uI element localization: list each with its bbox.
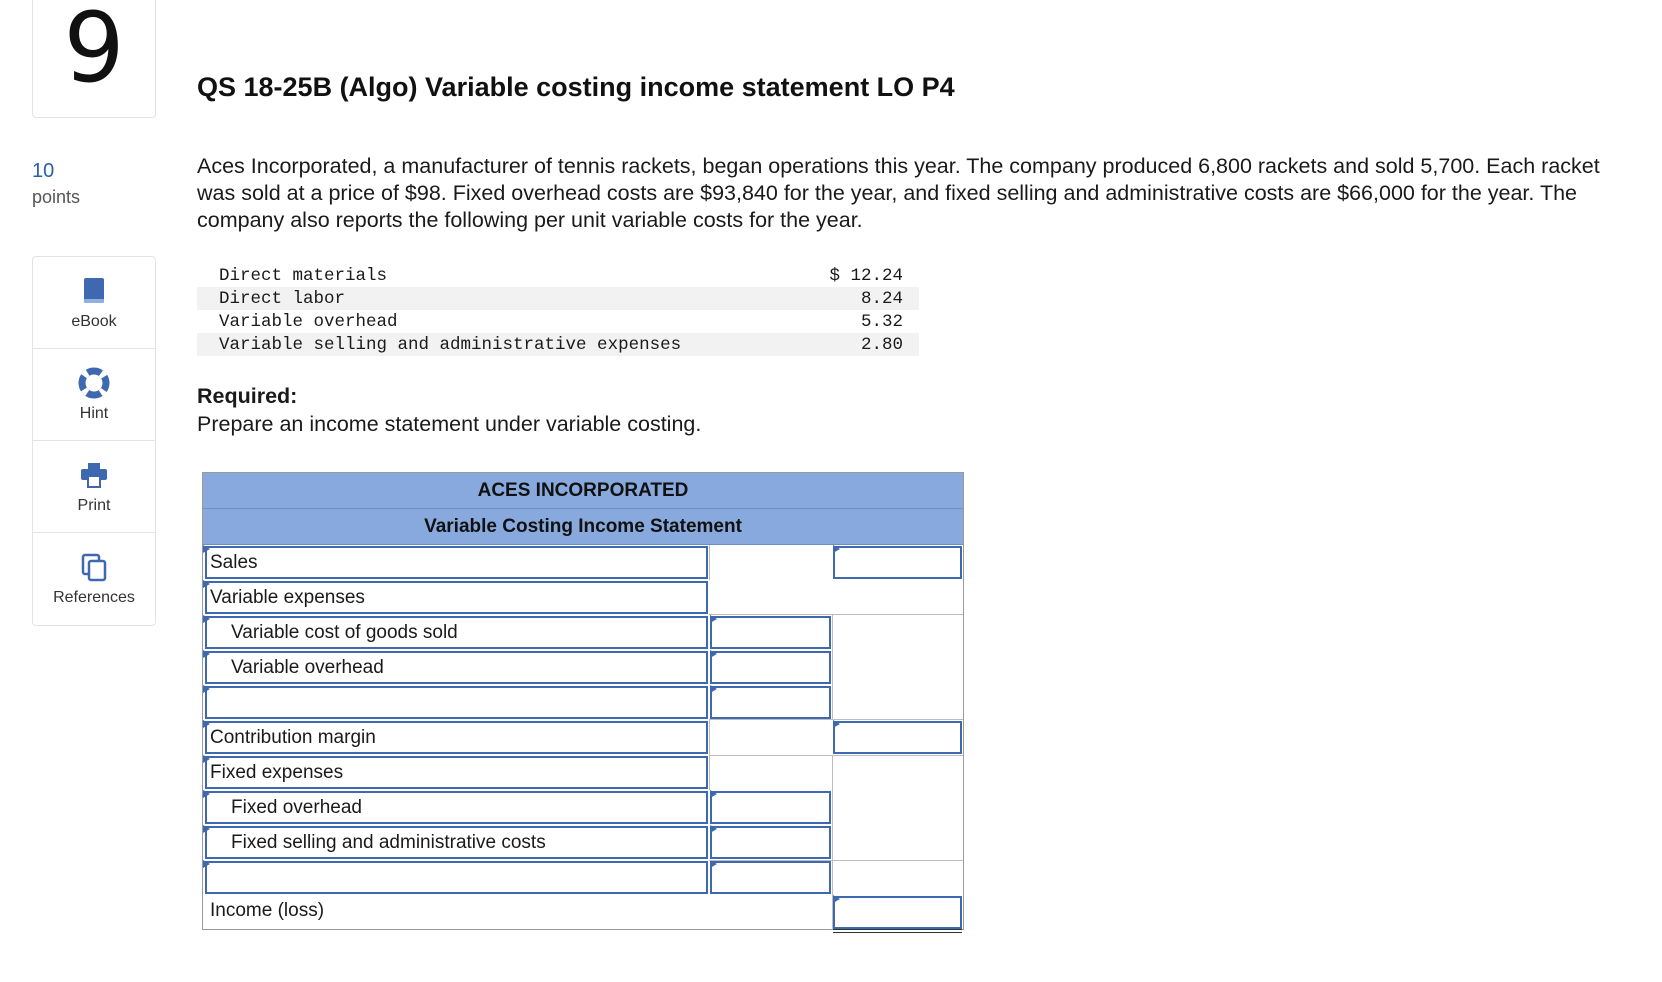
dropdown-marker-icon xyxy=(710,685,717,693)
dropdown-marker-icon xyxy=(203,825,210,833)
dropdown-marker-icon xyxy=(710,860,717,868)
cost-name: Direct materials xyxy=(219,265,388,286)
row-fixed-expenses xyxy=(203,755,963,790)
required-block xyxy=(197,382,701,438)
dropdown-marker-icon xyxy=(833,720,840,728)
income-statement xyxy=(202,472,964,930)
cost-name: Variable selling and administrative expenses xyxy=(197,333,789,356)
cost-row xyxy=(197,287,919,310)
cost-row xyxy=(197,310,919,333)
ebook-label: eBook xyxy=(71,312,117,330)
variable-cogs-input[interactable] xyxy=(710,616,831,649)
dropdown-marker-icon xyxy=(833,545,840,553)
dropdown-marker-icon xyxy=(203,790,210,798)
row-sales xyxy=(203,545,963,580)
question-number-box xyxy=(32,0,156,118)
references-label: References xyxy=(53,589,135,606)
statement-title: Variable Costing Income Statement xyxy=(203,509,963,545)
dropdown-marker-icon xyxy=(203,615,210,623)
dropdown-marker-icon xyxy=(710,650,717,658)
row-blank xyxy=(203,860,963,895)
cost-amount: 2.80 xyxy=(789,333,919,356)
row-fixed-selling-admin xyxy=(203,825,963,860)
question-number: 9 xyxy=(63,0,125,104)
cost-name: Variable overhead xyxy=(219,311,398,332)
label-dropdown[interactable]: Variable overhead xyxy=(205,651,708,684)
variable-overhead-input[interactable] xyxy=(710,651,831,684)
label-dropdown[interactable]: Contribution margin xyxy=(205,721,708,754)
hint-label: Hint xyxy=(79,404,109,422)
row-variable-expenses xyxy=(203,580,963,615)
dropdown-marker-icon xyxy=(710,825,717,833)
printer-icon xyxy=(78,459,110,491)
fixed-overhead-input[interactable] xyxy=(710,791,831,824)
label-dropdown[interactable]: Fixed overhead xyxy=(205,791,708,824)
dropdown-marker-icon xyxy=(203,545,210,553)
cost-amount: 8.24 xyxy=(789,287,919,310)
row-income xyxy=(203,895,963,930)
dropdown-marker-icon xyxy=(203,720,210,728)
row-fixed-overhead xyxy=(203,790,963,825)
dropdown-marker-icon xyxy=(203,685,210,693)
required-heading: Required: xyxy=(197,384,298,408)
cost-row xyxy=(197,264,919,287)
copy-icon xyxy=(78,551,110,583)
unit-costs-table xyxy=(197,264,919,356)
question-prompt: Aces Incorporated, a manufacturer of tennis rackets, began operations this year. The company produced 6,800 rackets and sold 5,700. Each racket was sold at a price of $98. Fixed overhead costs are $93,840 for the year, and fixed selling and administrative costs are $66,000 for the year. The company also reports the following per unit variable costs for the year. xyxy=(197,154,1600,232)
required-text: Prepare an income statement under variable costing. xyxy=(197,412,702,436)
dropdown-marker-icon xyxy=(203,860,210,868)
cost-amount: 5.32 xyxy=(860,311,903,332)
row-blank xyxy=(203,685,963,720)
cost-amount: $ 12.24 xyxy=(829,265,903,286)
points-value: 10 xyxy=(32,160,55,182)
ebook-button[interactable] xyxy=(33,257,155,349)
cost-name: Direct labor xyxy=(197,287,789,310)
points-label: points xyxy=(32,187,81,207)
row-variable-cogs xyxy=(203,615,963,650)
dropdown-marker-icon xyxy=(203,650,210,658)
label-dropdown[interactable]: Variable cost of goods sold xyxy=(205,616,708,649)
label-dropdown[interactable]: Fixed selling and administrative costs xyxy=(205,826,708,859)
row-variable-overhead xyxy=(203,650,963,685)
blank-amount-input[interactable] xyxy=(710,861,831,894)
row-contribution-margin xyxy=(203,720,963,755)
dropdown-marker-icon xyxy=(710,615,717,623)
hint-button[interactable] xyxy=(33,349,155,441)
double-underline xyxy=(833,929,962,933)
label-dropdown[interactable]: Sales xyxy=(205,546,708,579)
dropdown-marker-icon xyxy=(203,755,210,763)
label-dropdown[interactable]: Variable expenses xyxy=(205,581,708,614)
cost-row xyxy=(197,333,919,356)
dropdown-marker-icon xyxy=(203,580,210,588)
blank-amount-input[interactable] xyxy=(710,686,831,719)
income-label: Income (loss) xyxy=(205,896,708,929)
label-dropdown[interactable] xyxy=(205,686,708,719)
income-amount-input[interactable] xyxy=(833,896,962,929)
contribution-margin-input[interactable] xyxy=(833,721,962,754)
label-dropdown[interactable]: Fixed expenses xyxy=(205,756,708,789)
references-button[interactable] xyxy=(33,533,155,625)
fixed-selling-admin-input[interactable] xyxy=(710,826,831,859)
question-title: QS 18-25B (Algo) Variable costing income statement LO P4 xyxy=(197,72,955,102)
print-button[interactable] xyxy=(33,441,155,533)
sales-amount-input[interactable] xyxy=(833,546,962,579)
book-icon xyxy=(78,275,110,307)
tools-panel xyxy=(32,256,156,626)
label-dropdown[interactable] xyxy=(205,861,708,894)
statement-company: ACES INCORPORATED xyxy=(203,473,963,509)
print-label: Print xyxy=(77,496,111,514)
dropdown-marker-icon xyxy=(710,790,717,798)
lifebuoy-icon xyxy=(78,367,110,399)
dropdown-marker-icon xyxy=(833,895,840,903)
points-block xyxy=(32,160,156,208)
